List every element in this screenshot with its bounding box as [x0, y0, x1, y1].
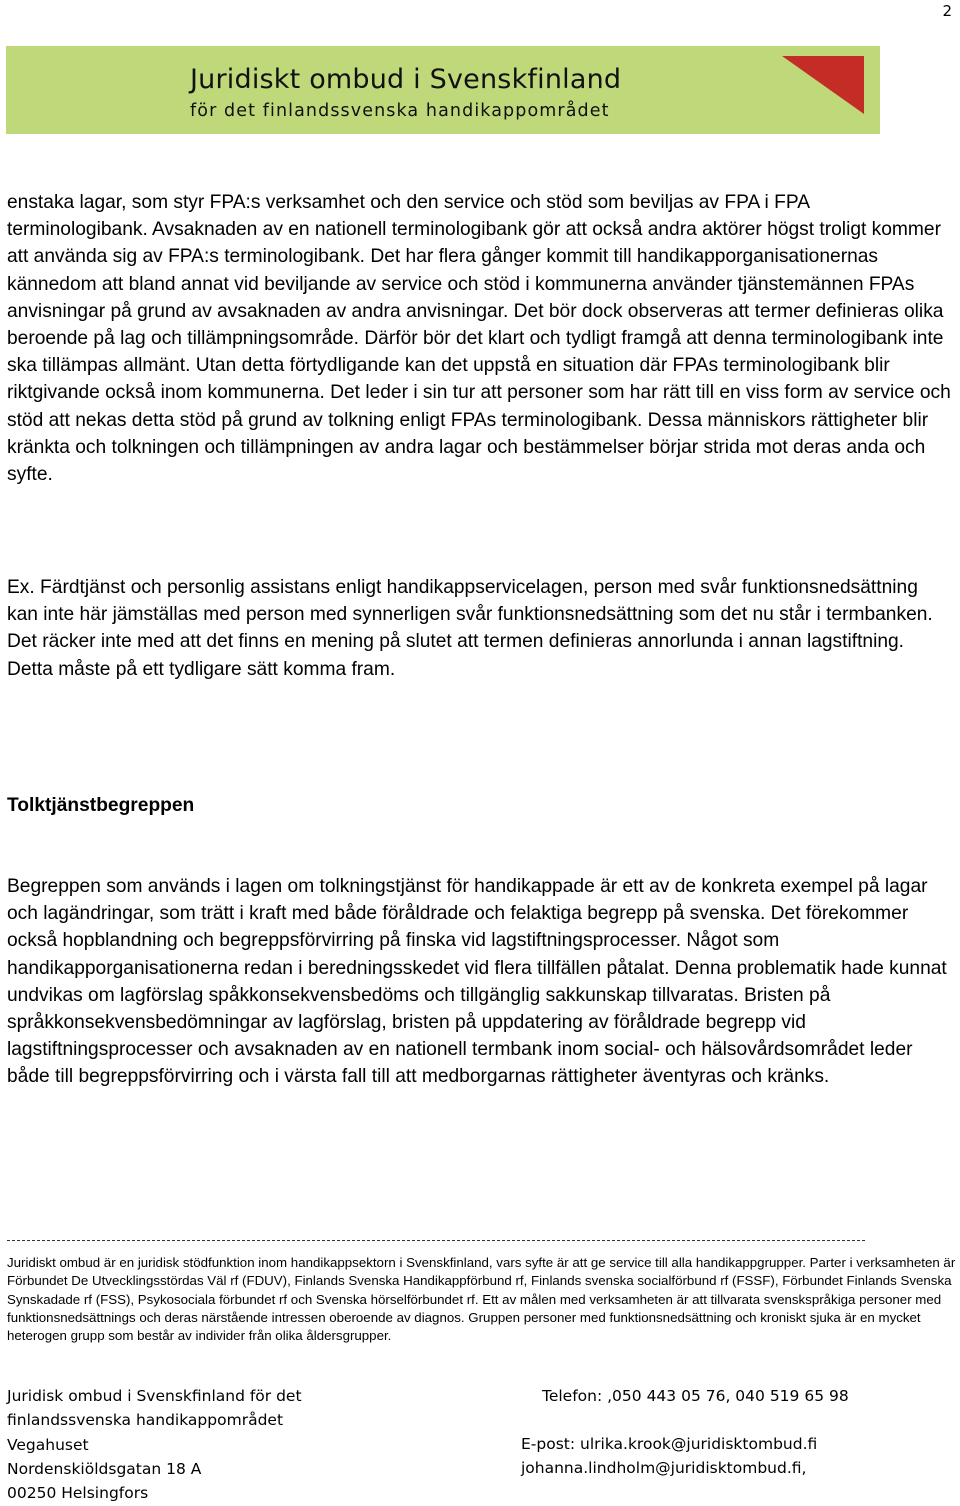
section-heading: Tolktjänstbegreppen — [7, 795, 195, 816]
red-triangle-flag-icon — [782, 56, 864, 114]
paragraph-interpretation-terms: Begreppen som används i lagen om tolkningstjänst för handikappade är ett av de konkreta exempel på lagar och lagändringar, som trätt i kraft med både föråldrade och felaktiga begrepp på svenska. Det förekommer också hopblandning och begreppsförvirring på finska vid lagstiftningsprocesser. Något som handikapporganisationerna redan i beredningsskedet vid flera tillfällen påtalat. Denna problematik hade kunnat undvikas om lagförslag spåkkonsekvensbedöms och tillgänglig sakkunskap tillvaratas. Bristen på språkkonsekvensbedömningar av lagförslag, bristen på uppdatering av föråldrade begrepp vid lagstiftningsprocesser och avsaknaden av en nationell termbank inom social- och hälsovårdsområdet leder både till begreppsförvirring och i värsta fall till att medborgarnas rättigheter äventyras och kränks. — [7, 876, 947, 1088]
address-line: finlandssvenska handikappområdet — [7, 1411, 284, 1430]
organization-title: Juridiskt ombud i Svenskfinland — [190, 64, 622, 95]
footer-note: Juridiskt ombud är en juridisk stödfunktion inom handikappsektorn i Svenskfinland, vars syfte är att ge service till alla handikappgrupper. Parter i verksamheten är Förbundet De Utvecklingsstördas Väl rf (FDUV), Finlands Svenska Handikappförbund rf, Finlands svenska socialförbund rf (FSSF), Förbundet Finlands Svenska Synskadade rf (FSS), Psykosociala förbundet rf och Svenska hörselförbundet rf. Ett av målen med verksamheten är att tillvarata svenskspråkiga personer med funktionsnedsättnings och deras närstående intressen oberoende av diagnos. Gruppen personer med funktionsnedsättning och kroniskt sjuka är en mycket heterogen grupp som består av individer från olika åldersgrupper. — [7, 1255, 956, 1344]
footer-divider — [7, 1240, 865, 1241]
paragraph-terminology-bank: enstaka lagar, som styr FPA:s verksamhet och den service och stöd som beviljas av FPA i FPA terminologibank. Avsaknaden av en nationell terminologibank gör att också andra aktörer högst troligt kommer att använda sig av FPA:s terminologibank. Det har flera gånger kommit till handikapporganisationernas kännedom att bland annat vid beviljande av service och stöd i kommunerna använder tjänstemännen FPAs anvisningar på grund av avsaknaden av andra anvisningar. Det bör dock observeras att termer definieras olika beroende på lag och tillämpningsområde. Därför bör det klart och tydligt framgå att denna terminologibank inte ska tillämpas allmänt. Utan detta förtydligande kan det uppstå en situation där FPAs terminologibank blir riktgivande också inom kommunerna. Det leder i sin tur att personer som har rätt till en viss form av service och stöd att nekas detta stöd på grund av tolkning enligt FPAs terminologibank. Dessa människors rättigheter blir kränkta och tolkningen och tillämpningen av andra lagar och bestämmelser börjar strida mot deras anda och syfte. — [7, 192, 951, 486]
address-line: Nordenskiöldsgatan 18 A — [7, 1459, 202, 1478]
contact-email — [521, 1432, 817, 1481]
paragraph-example: Ex. Färdtjänst och personlig assistans enligt handikappservicelagen, person med svår funktionsnedsättning kan inte här jämställas med person med synnerligen svår funktionsnedsättning som det nu står i termbanken. Det räcker inte med att det finns en mening på slutet att termen definieras annorlunda i annan lagstiftning. Detta måste på ett tydligare sätt komma fram. — [7, 577, 933, 680]
page-number: 2 — [942, 2, 952, 20]
address-line: 00250 Helsingfors — [7, 1484, 149, 1503]
email-link[interactable]: E-post: ulrika.krook@juridisktombud.fi — [521, 1435, 818, 1453]
address-line: Vegahuset — [7, 1435, 89, 1454]
address-line: Juridisk ombud i Svenskfinland för det — [7, 1387, 302, 1405]
header-banner — [6, 46, 880, 134]
contact-address — [7, 1384, 302, 1505]
organization-subtitle: för det finlandssvenska handikappområdet — [190, 101, 610, 121]
contact-phone: Telefon: ,050 443 05 76, 040 519 65 98 — [542, 1387, 849, 1405]
email-link[interactable]: johanna.lindholm@juridisktombud.fi, — [521, 1459, 807, 1478]
